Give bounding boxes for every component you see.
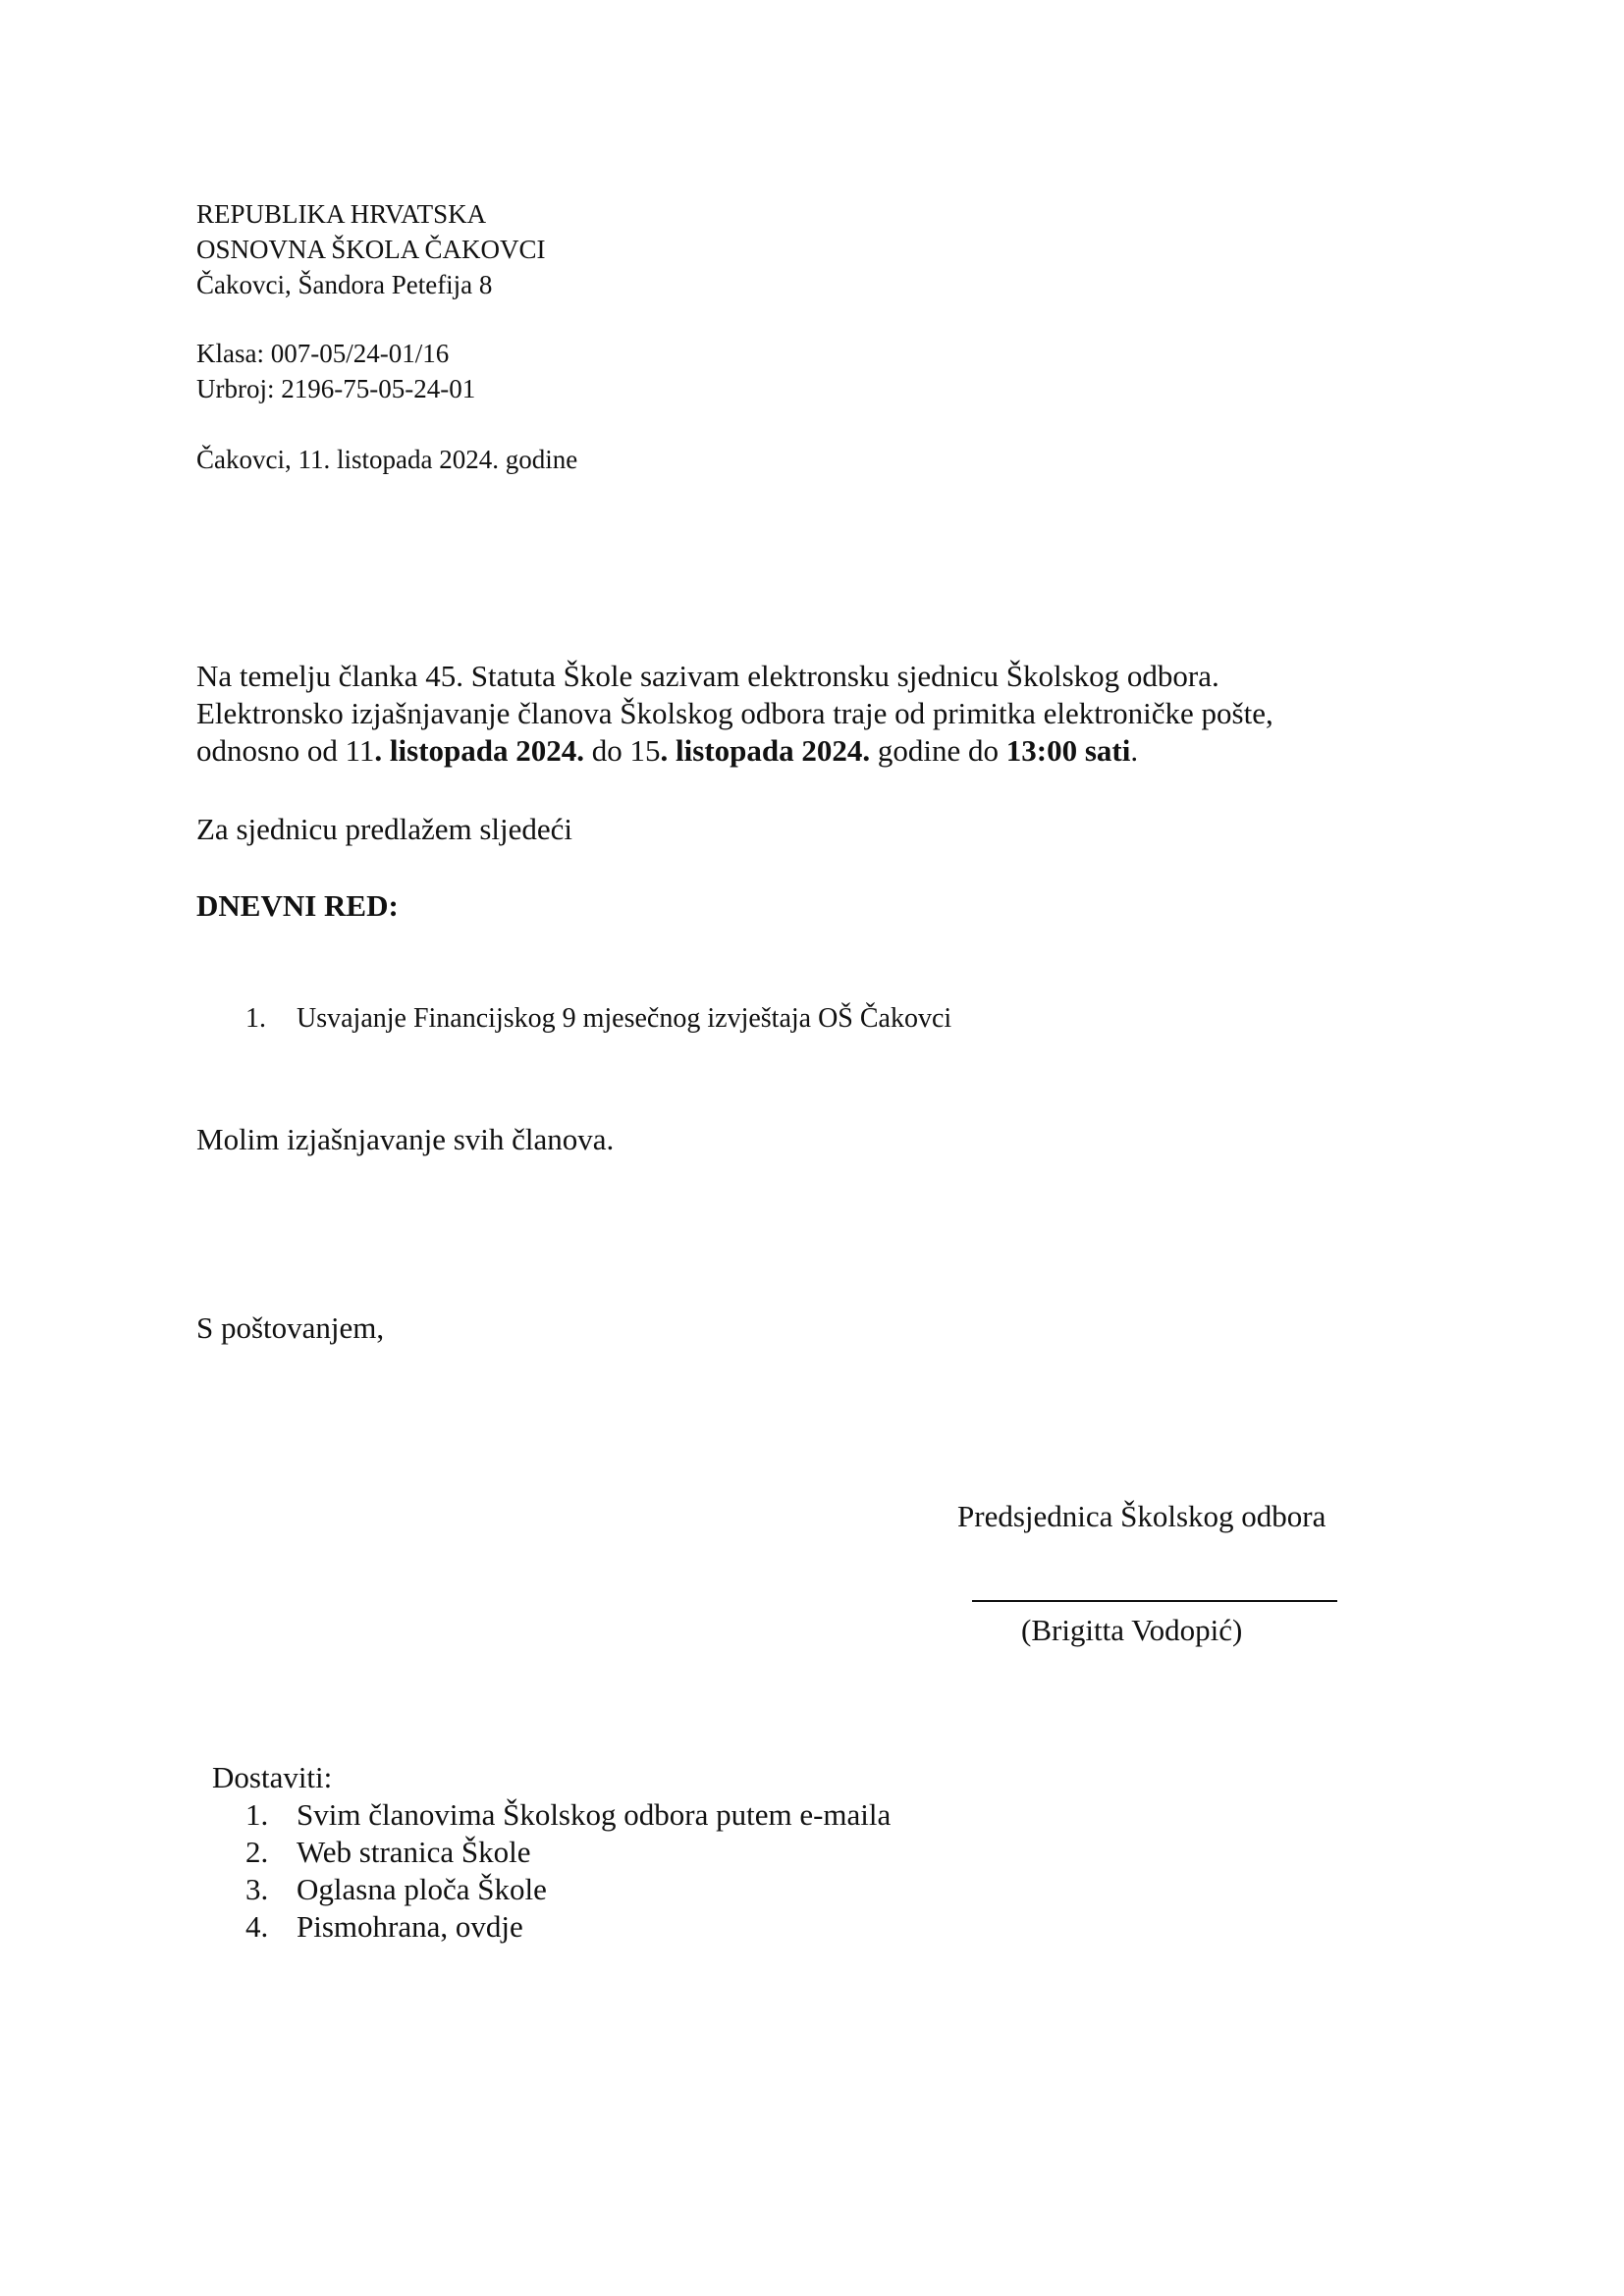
klasa-line: Klasa: 007-05/24-01/16 [196,339,450,368]
intro-line-1: Na temelju članka 45. Statuta Škole sazivam elektronsku sjednicu Školskog odbora. [196,659,1219,693]
intro-text-e: godine do [870,733,1006,768]
intro-paragraph [196,658,1273,770]
list-item [245,1001,951,1037]
list-item [245,1908,891,1946]
intro-date-to: . listopada 2024. [660,733,871,768]
delivery-item-number: 3. [245,1872,269,1906]
delivery-list [245,1796,891,1946]
urbroj-line: Urbroj: 2196-75-05-24-01 [196,374,476,403]
delivery-item-number: 4. [245,1909,269,1944]
proposal-line: Za sjednicu predlažem sljedeći [196,812,573,846]
signature-line [972,1600,1337,1602]
header-country: REPUBLIKA HRVATSKA [196,199,487,229]
intro-line-3 [196,732,1273,770]
delivery-item-text: Web stranica Škole [297,1835,531,1869]
intro-date-from: . listopada 2024. [374,733,585,768]
agenda-heading [196,887,399,925]
header-school-name: OSNOVNA ŠKOLA ČAKOVCI [196,235,546,264]
delivery-item-number: 2. [245,1835,269,1869]
date-line: Čakovci, 11. listopada 2024. godine [196,445,578,474]
intro-text-c: do 15 [584,733,661,768]
delivery-item-number: 1. [245,1797,269,1832]
intro-text-g: . [1130,733,1139,768]
reference-block [196,336,475,406]
delivery-item-text: Pismohrana, ovdje [297,1909,523,1944]
header-address: Čakovci, Šandora Petefija 8 [196,270,493,299]
intro-text-a: odnosno od 11 [196,733,375,768]
agenda-item-number: 1. [245,1003,266,1034]
list-item [245,1796,891,1834]
institution-header [196,196,546,302]
intro-deadline-time: 13:00 sati [1005,733,1131,768]
delivery-heading: Dostaviti: [212,1760,333,1794]
delivery-item-text: Oglasna ploča Škole [297,1872,547,1906]
closing-line: S poštovanjem, [196,1310,385,1345]
signature-title: Predsjednica Školskog odbora [957,1499,1326,1533]
agenda-item-text: Usvajanje Financijskog 9 mjesečnog izvještaja OŠ Čakovci [297,1003,952,1034]
signature-name: (Brigitta Vodopić) [1021,1613,1243,1647]
list-item [245,1834,891,1871]
list-item [245,1871,891,1908]
agenda-heading-text: DNEVNI RED: [196,888,399,923]
intro-line-2: Elektronsko izjašnjavanje članova Školskog odbora traje od primitka elektroničke pošte, [196,696,1273,730]
agenda-list [245,1001,951,1037]
delivery-item-text: Svim članovima Školskog odbora putem e-maila [297,1797,892,1832]
request-line: Molim izjašnjavanje svih članova. [196,1122,615,1156]
